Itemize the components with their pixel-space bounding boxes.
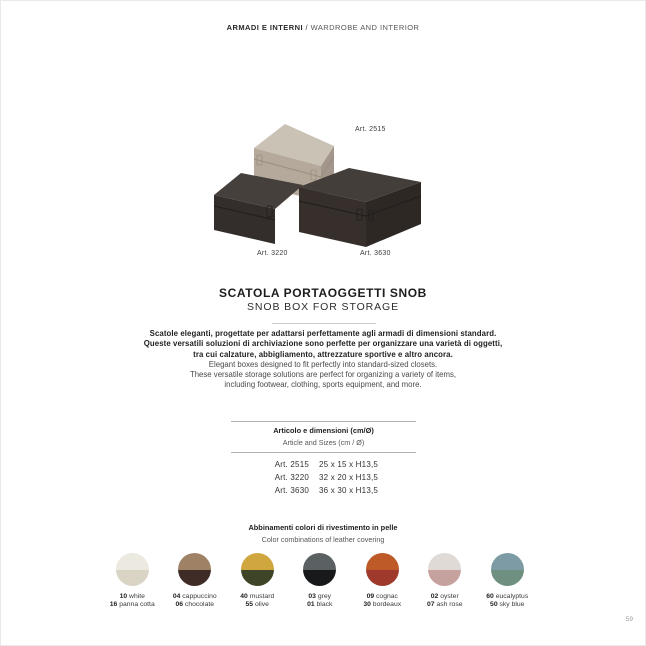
color-code: 10 — [119, 593, 128, 600]
color-swatch-grey-black — [289, 553, 352, 608]
swatch-bottom-color — [178, 570, 211, 587]
article-size: 25 x 15 x H13,5 — [319, 459, 379, 469]
color-swatch-mustard-olive — [226, 553, 289, 608]
description-line-it: Queste versatili soluzioni di archiviazione sono perfette per organizzare una varietà di oggetti, — [143, 339, 503, 349]
description-line-it: tra cui calzature, abbigliamento, attrezzature sportive e altro ancora. — [193, 349, 453, 359]
color-name: sky blue — [499, 600, 525, 608]
swatch-label — [101, 593, 164, 608]
color-combinations-header-english: Color combinations of leather covering — [261, 534, 385, 544]
color-code: 60 — [486, 593, 494, 600]
swatch-top-color — [116, 553, 149, 570]
swatch-top-color — [303, 553, 336, 570]
color-code: 55 — [245, 600, 254, 608]
color-name: chocolate — [184, 600, 215, 608]
color-name: eucalyptus — [495, 593, 529, 600]
swatch-bottom-color — [366, 570, 399, 587]
color-name: mustard — [249, 593, 275, 600]
color-swatch-cognac-bordeaux — [351, 553, 414, 608]
title-divider — [272, 323, 376, 324]
sizes-table-header — [231, 421, 416, 453]
swatch-circle — [178, 553, 211, 586]
color-code: 07 — [426, 600, 435, 608]
swatch-label — [414, 593, 477, 608]
category-header — [1, 23, 645, 32]
color-code: 01 — [307, 600, 315, 608]
table-row — [231, 471, 416, 484]
description-line-en: Elegant boxes designed to fit perfectly into standard-sized closets. — [208, 359, 438, 369]
swatch-label — [289, 593, 352, 608]
color-code: 30 — [363, 600, 371, 608]
color-swatch-eucalyptus-skyblue — [476, 553, 539, 608]
description-line-en: These versatile storage solutions are perfect for organizing a variety of items, — [189, 370, 457, 380]
sizes-table-header-italian: Articolo e dimensioni (cm/Ø) — [273, 426, 374, 435]
color-code: 04 — [172, 593, 181, 600]
swatch-bottom-color — [241, 570, 274, 587]
color-name: cappuccino — [182, 593, 217, 600]
article-number: Art. 3220 — [274, 473, 309, 483]
swatch-top-color — [491, 553, 524, 570]
color-name: ash rose — [436, 600, 463, 608]
swatch-top-color — [241, 553, 274, 570]
color-code: 09 — [366, 593, 375, 600]
color-name: olive — [254, 600, 269, 608]
category-title-italian: ARMADI E INTERNI — [226, 23, 303, 32]
dark-box-left — [214, 173, 303, 244]
color-name: panna cotta — [119, 600, 155, 608]
color-swatch-cappuccino-chocolate — [164, 553, 227, 608]
swatch-label — [351, 593, 414, 608]
color-code: 50 — [490, 600, 498, 608]
swatch-circle — [491, 553, 524, 586]
color-combinations-header-italian: Abbinamenti colori di rivestimento in pelle — [248, 523, 398, 532]
color-swatch-white-pannacotta — [101, 553, 164, 608]
swatch-circle — [366, 553, 399, 586]
product-title-english: SNOB BOX FOR STORAGE — [247, 301, 399, 313]
article-number: Art. 2515 — [274, 459, 309, 469]
color-name: white — [129, 593, 145, 600]
swatch-label — [476, 593, 539, 608]
swatch-label — [164, 593, 227, 608]
swatch-top-color — [178, 553, 211, 570]
color-name: oyster — [440, 593, 459, 600]
category-title-english: WARDROBE AND INTERIOR — [310, 23, 420, 32]
swatch-circle — [428, 553, 461, 586]
table-row — [231, 484, 416, 497]
swatch-top-color — [366, 553, 399, 570]
article-number: Art. 3630 — [274, 486, 309, 496]
swatch-circle — [116, 553, 149, 586]
swatch-bottom-color — [116, 570, 149, 587]
product-photo-storage-boxes — [211, 119, 426, 251]
color-name: bordeaux — [372, 600, 402, 608]
sizes-table — [231, 421, 416, 498]
color-name: black — [316, 600, 333, 608]
swatch-circle — [241, 553, 274, 586]
article-label-3220: Art. 3220 — [257, 250, 288, 257]
sizes-table-body — [231, 453, 416, 498]
description-line-it: Scatole eleganti, progettate per adattarsi perfettamente agli armadi di dimensioni standard. — [149, 329, 497, 338]
swatch-top-color — [428, 553, 461, 570]
swatch-bottom-color — [491, 570, 524, 587]
color-swatch-oyster-ashrose — [414, 553, 477, 608]
color-code: 40 — [240, 593, 248, 600]
color-code: 03 — [308, 593, 316, 600]
color-name: grey — [317, 593, 332, 600]
color-swatch-row — [101, 553, 539, 608]
table-row — [231, 458, 416, 471]
color-combinations-header — [1, 523, 645, 544]
product-description — [1, 329, 645, 391]
sizes-table-header-english: Article and Sizes (cm / Ø) — [282, 437, 365, 447]
swatch-bottom-color — [303, 570, 336, 587]
swatch-bottom-color — [428, 570, 461, 587]
description-line-en: including footwear, clothing, sports equipment, and more. — [224, 380, 422, 390]
product-title-italian: SCATOLA PORTAOGGETTI SNOB — [219, 286, 427, 300]
color-code: 06 — [175, 600, 184, 608]
article-label-3630: Art. 3630 — [360, 250, 391, 257]
color-code: 02 — [430, 593, 439, 600]
article-size: 32 x 20 x H13,5 — [319, 473, 379, 483]
swatch-circle — [303, 553, 336, 586]
color-code: 16 — [109, 600, 118, 608]
color-name: cognac — [376, 593, 398, 600]
page-number: 59 — [625, 616, 633, 623]
article-label-2515: Art. 2515 — [355, 126, 386, 133]
swatch-label — [226, 593, 289, 608]
article-size: 36 x 30 x H13,5 — [319, 486, 379, 496]
category-separator: / — [303, 23, 311, 32]
